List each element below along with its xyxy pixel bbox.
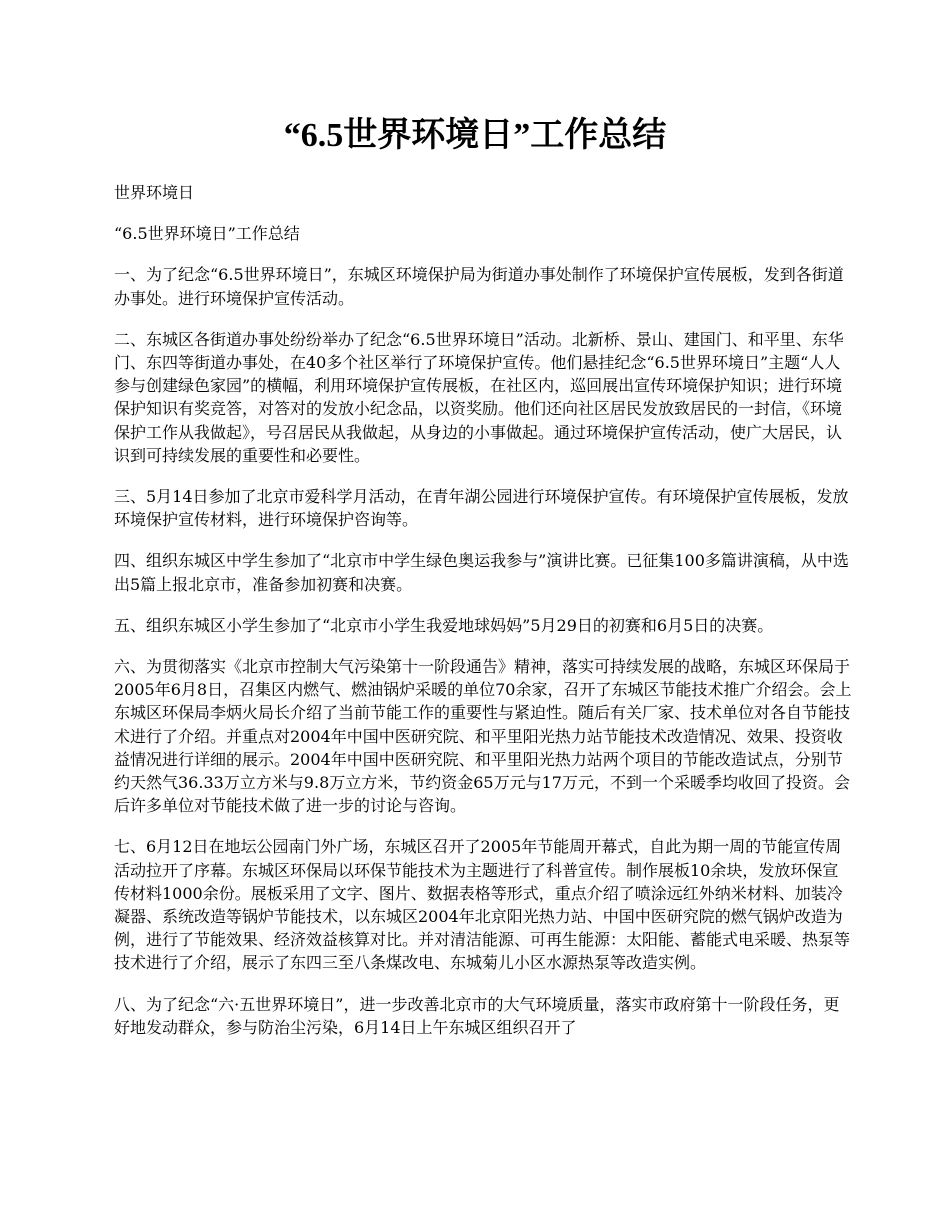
- paragraph-subheading: 世界环境日: [114, 183, 195, 202]
- paragraph-item-5: 五、组织东城区小学生参加了“北京市小学生我爱地球妈妈”5月29日的初赛和6月5日的决赛。: [114, 615, 774, 635]
- paragraph-item-4: 四、组织东城区中学生参加了“北京市中学生绿色奥运我参与”演讲比赛。已征集100多篇讲演稿，从中选出5篇上报北京市，准备参加初赛和决赛。: [114, 551, 849, 594]
- paragraph-item-6: 六、为贯彻落实《北京市控制大气污染第十一阶段通告》精神，落实可持续发展的战略，东城区环保局于2005年6月8日，召集区内燃气、燃油锅炉采暖的单位70余家，召开了东城区节能技术推广介绍会。会上东城区环保局李炳火局长介绍了当前节能工作的重要性与紧迫性。随后有关厂家、技术单位对各自节能技术进行了介绍。并重点对2004年中国中医研究院、和平里阳光热力站节能技术改造情况、效果、投资收益情况进行详细的展示。2004年中国中医研究院、和平里阳光热力站两个项目的节能改造试点，分别节约天然气36.33万立方米与9.8万立方米，节约资金65万元与17万元，不到一个采暖季均收回了投资。会后许多单位对节能技术做了进一步的讨论与咨询。: [114, 657, 852, 816]
- paragraph-item-7: 七、6月12日在地坛公园南门外广场，东城区召开了2005年节能周开幕式，自此为期一周的节能宣传周活动拉开了序幕。东城区环保局以环保节能技术为主题进行了科普宣传。制作展板10余块，发放环保宣传材料1000余份。展板采用了文字、图片、数据表格等形式，重点介绍了喷涂远红外纳米材料、加装冷凝器、系统改造等锅炉节能技术，以东城区2004年北京阳光热力站、中国中医研究院的燃气锅炉改造为例，进行了节能效果、经济效益核算对比。并对清洁能源、可再生能源：太阳能、蓄能式电采暖、热泵等技术进行了介绍，展示了东四三至八条煤改电、东城菊儿小区水源热泵等改造实例。: [114, 837, 851, 973]
- paragraph-item-8: 八、为了纪念“六·五世界环境日”，进一步改善北京市的大气环境质量，落实市政府第十一阶段任务，更好地发动群众，参与防治尘污染，6月14日上午东城区组织召开了: [114, 994, 840, 1037]
- paragraph-item-1: 一、为了纪念“6.5世界环境日”，东城区环境保护局为街道办事处制作了环境保护宣传展板，发到各街道办事处。进行环境保护宣传活动。: [114, 265, 844, 308]
- paragraph-item-3: 三、5月14日参加了北京市爱科学月活动，在青年湖公园进行环境保护宣传。有环境保护宣传展板，发放环境保护宣传材料，进行环境保护咨询等。: [114, 487, 849, 530]
- paragraph-heading: “6.5世界环境日”工作总结: [114, 224, 300, 244]
- document-body: [114, 181, 854, 1057]
- paragraph-item-2: 二、东城区各街道办事处纷纷举办了纪念“6.5世界环境日”活动。北新桥、景山、建国门、和平里、东华门、东四等街道办事处，在40多个社区举行了环境保护宣传。他们悬挂纪念“6.5世界环境日”主题“人人参与创建绿色家园”的横幅，利用环境保护宣传展板，在社区内，巡回展出宣传环境保护知识；进行环境保护知识有奖竞答，对答对的发放小纪念品，以资奖励。他们还向社区居民发放致居民的一封信，《环境保护工作从我做起》，号召居民从我做起，从身边的小事做起。通过环境保护宣传活动，使广大居民，认识到可持续发展的重要性和必要性。: [114, 329, 844, 465]
- document-title: “6.5世界环境日”工作总结: [283, 117, 667, 154]
